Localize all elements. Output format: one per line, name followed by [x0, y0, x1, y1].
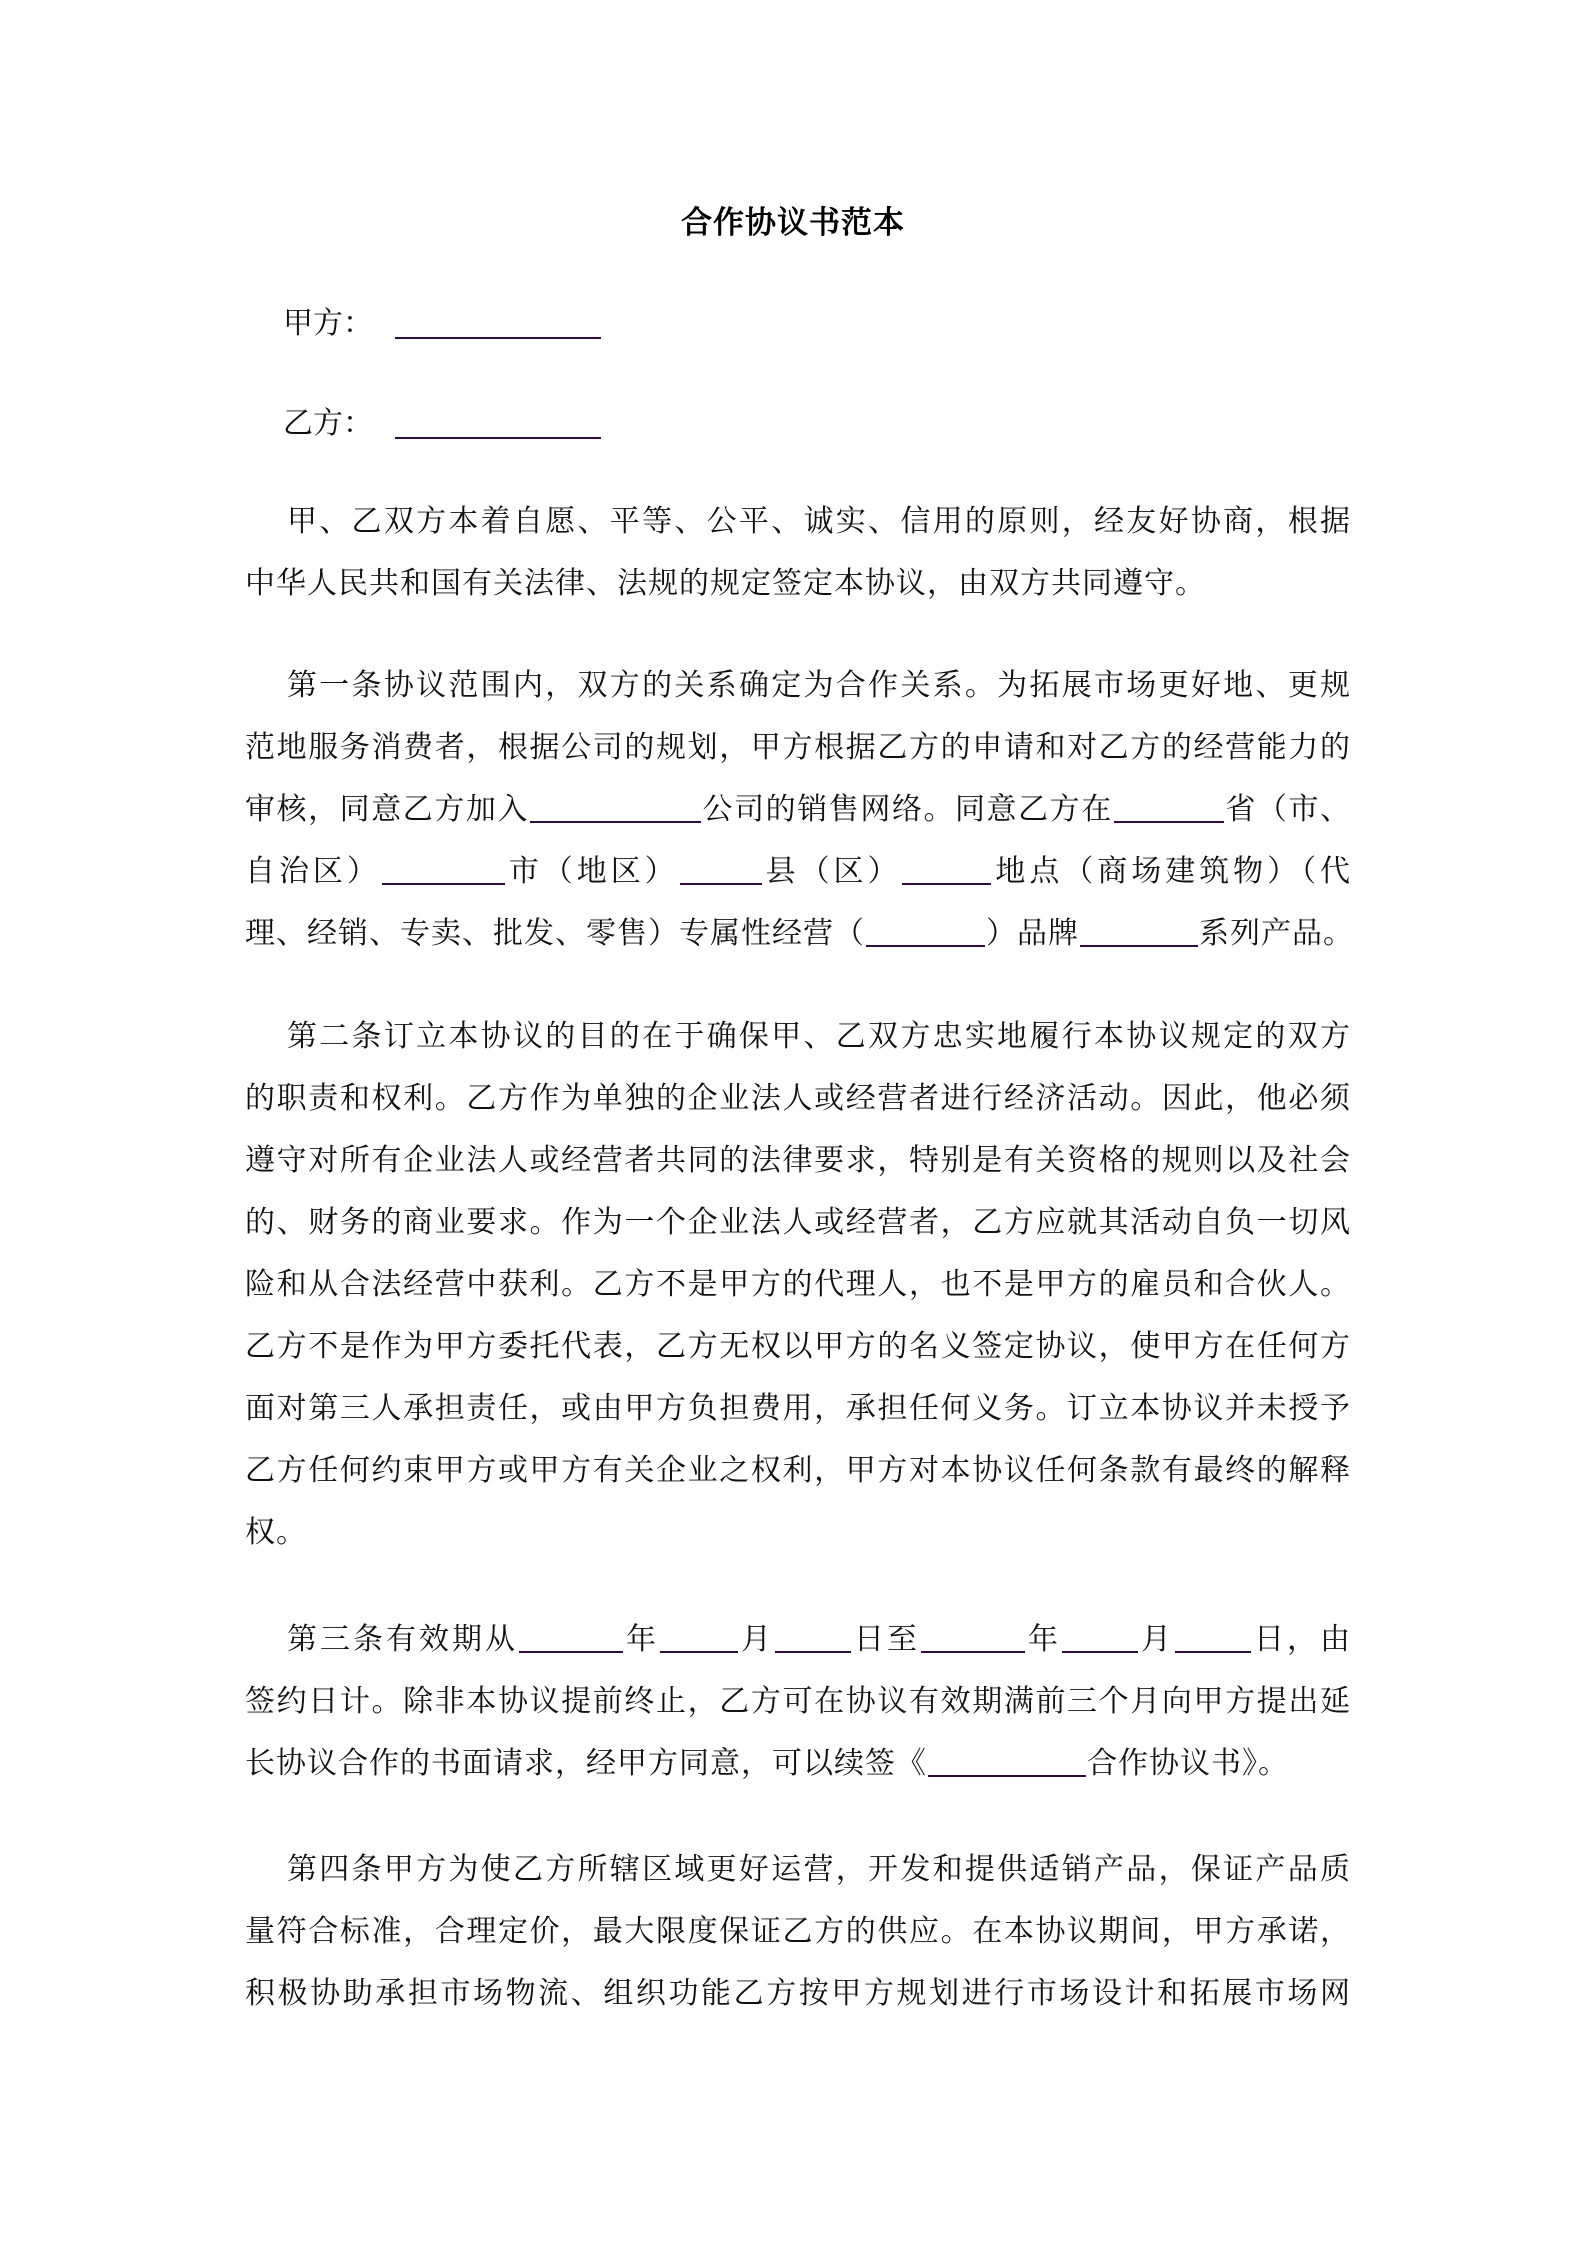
- province-blank[interactable]: [1114, 791, 1224, 823]
- text-segment: 日，由: [1252, 1622, 1351, 1657]
- paragraph-line: 乙方不是作为甲方委托代表，乙方无权以甲方的名义签定协议，使甲方在任何方: [245, 1329, 1351, 1364]
- paragraph-line: 第二条订立本协议的目的在于确保甲、乙双方忠实地履行本协议规定的双方: [287, 1019, 1351, 1054]
- text-segment: 自治区）: [245, 854, 381, 889]
- paragraph-line: [245, 1744, 1351, 1784]
- text-segment: 月: [1139, 1622, 1174, 1657]
- city-blank[interactable]: [382, 853, 505, 885]
- document-title: 合作协议书范本: [681, 205, 905, 241]
- paragraph-line: 的、财务的商业要求。作为一个企业法人或经营者，乙方应就其活动自负一切风: [245, 1205, 1351, 1240]
- text-segment: 长协议合作的书面请求，经甲方同意，可以续签《: [245, 1746, 927, 1781]
- paragraph-line: [287, 1620, 1351, 1660]
- paragraph-line: 量符合标准，合理定价，最大限度保证乙方的供应。在本协议期间，甲方承诺，: [245, 1914, 1351, 1949]
- paragraph-line: 范地服务消费者，根据公司的规划，甲方根据乙方的申请和对乙方的经营能力的: [245, 730, 1351, 765]
- paragraph-line: [245, 914, 1354, 954]
- party-a-line: [283, 304, 602, 344]
- text-segment: 市（地区）: [505, 854, 679, 889]
- text-segment: 合作协议书》。: [1087, 1746, 1289, 1781]
- party-b-blank[interactable]: [395, 407, 601, 439]
- text-segment: 日至: [852, 1622, 920, 1657]
- start-year-blank[interactable]: [519, 1621, 623, 1653]
- text-segment: ）品牌: [986, 916, 1079, 951]
- party-b-label: 乙方：: [283, 406, 373, 441]
- paragraph-line: 面对第三人承担责任，或由甲方负担费用，承担任何义务。订立本协议并未授予: [245, 1391, 1351, 1426]
- text-segment: 公司的销售网络。同意乙方在: [702, 792, 1113, 827]
- party-b-line: [283, 404, 602, 444]
- text-segment: 系列产品。: [1199, 916, 1354, 951]
- end-day-blank[interactable]: [1175, 1621, 1251, 1653]
- text-segment: 理、经销、专卖、批发、零售）专属性经营（: [245, 916, 865, 951]
- text-segment: 地点（商场建筑物）（代: [992, 854, 1352, 889]
- text-segment: 审核，同意乙方加入: [245, 792, 529, 827]
- paragraph-line: 权。: [245, 1515, 307, 1550]
- party-a-blank[interactable]: [395, 307, 601, 339]
- location-blank[interactable]: [902, 853, 991, 885]
- paragraph-line: [245, 852, 1351, 892]
- text-segment: 县（区）: [762, 854, 902, 889]
- paragraph-line: 甲、乙双方本着自愿、平等、公平、诚实、信用的原则，经友好协商，根据: [287, 504, 1351, 539]
- start-month-blank[interactable]: [660, 1621, 738, 1653]
- end-month-blank[interactable]: [1062, 1621, 1138, 1653]
- end-year-blank[interactable]: [921, 1621, 1025, 1653]
- text-segment: 月: [739, 1622, 774, 1657]
- agreement-name-blank[interactable]: [928, 1745, 1086, 1777]
- text-segment: 年: [624, 1622, 659, 1657]
- paragraph-line: 的职责和权利。乙方作为单独的企业法人或经营者进行经济活动。因此，他必须: [245, 1081, 1351, 1116]
- brand-series-blank[interactable]: [1080, 915, 1198, 947]
- party-a-label: 甲方：: [283, 306, 373, 341]
- text-segment: 第三条有效期从: [287, 1622, 518, 1657]
- paragraph-line: 乙方任何约束甲方或甲方有关企业之权利，甲方对本协议任何条款有最终的解释: [245, 1453, 1351, 1488]
- paragraph-line: 第四条甲方为使乙方所辖区域更好运营，开发和提供适销产品，保证产品质: [287, 1852, 1351, 1887]
- paragraph-line: 险和从合法经营中获利。乙方不是甲方的代理人，也不是甲方的雇员和合伙人。: [245, 1267, 1351, 1302]
- paragraph-line: 遵守对所有企业法人或经营者共同的法律要求，特别是有关资格的规则以及社会: [245, 1143, 1351, 1178]
- business-type-blank[interactable]: [866, 915, 985, 947]
- start-day-blank[interactable]: [775, 1621, 851, 1653]
- paragraph-line: 中华人民共和国有关法律、法规的规定签定本协议，由双方共同遵守。: [245, 566, 1206, 601]
- paragraph-line: [245, 790, 1351, 830]
- text-segment: 年: [1026, 1622, 1061, 1657]
- county-blank[interactable]: [680, 853, 762, 885]
- paragraph-line: 签约日计。除非本协议提前终止，乙方可在协议有效期满前三个月向甲方提出延: [245, 1684, 1351, 1719]
- text-segment: 省（市、: [1224, 792, 1352, 827]
- company-blank[interactable]: [530, 791, 701, 823]
- paragraph-line: 积极协助承担市场物流、组织功能乙方按甲方规划进行市场设计和拓展市场网: [245, 1976, 1351, 2011]
- paragraph-line: 第一条协议范围内，双方的关系确定为合作关系。为拓展市场更好地、更规: [287, 668, 1351, 703]
